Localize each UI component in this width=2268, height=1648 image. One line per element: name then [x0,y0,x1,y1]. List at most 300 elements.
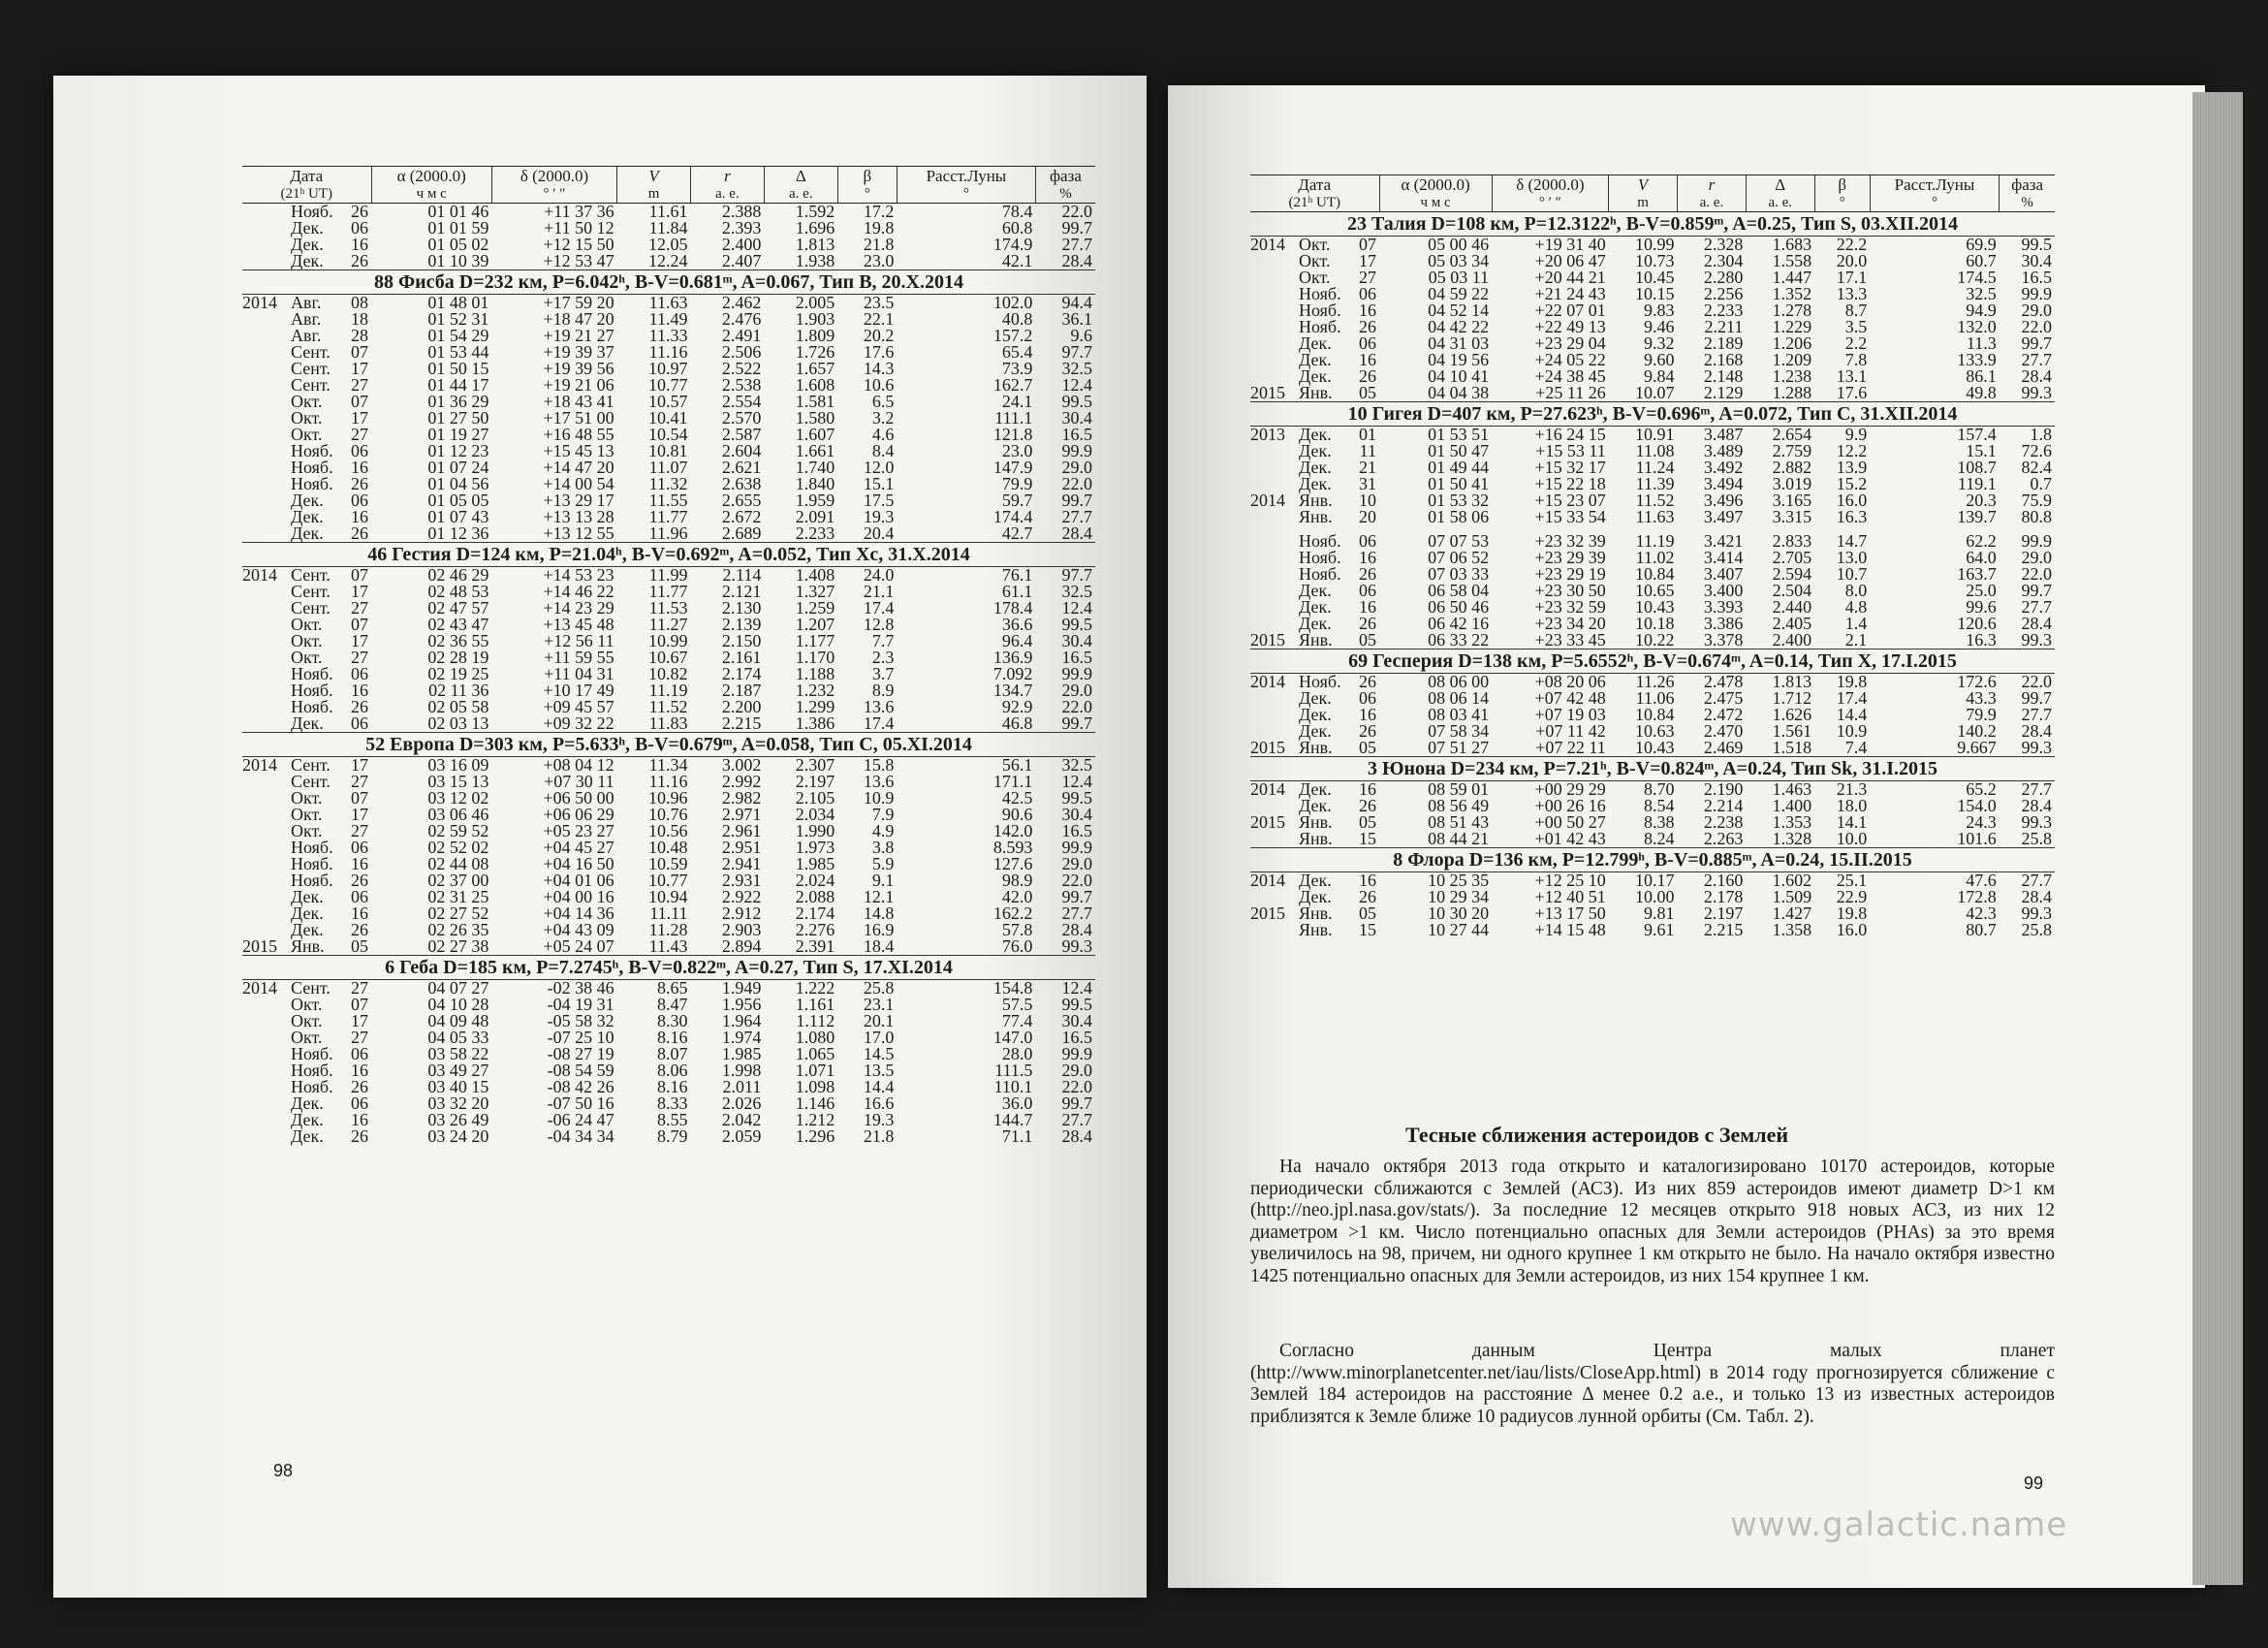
table-cell: 10.0 [1836,829,1868,848]
table-cell: Дек. [1299,366,1332,386]
table-cell: 03 16 09 [427,755,489,775]
table-cell: 10.15 [1635,284,1675,303]
table-cell: 2.654 [1772,425,1812,444]
table-cell: +11 37 36 [544,202,614,221]
table-cell: 3.8 [871,838,895,857]
table-cell: 121.8 [992,425,1033,444]
table-cell: 73.9 [1001,359,1033,378]
table-cell: 99.9 [2021,531,2052,551]
table-cell: 2.476 [721,309,762,329]
table-cell: 12.2 [1836,441,1868,460]
table-cell: 10.84 [1635,705,1675,724]
table-cell: 23.1 [863,995,895,1014]
table-cell: 01 05 02 [427,235,489,254]
table-cell: 04 09 48 [427,1011,489,1030]
table-cell: 20 [1359,507,1376,526]
col-delta-header: Δ [764,167,837,187]
table-cell: 2.462 [721,293,762,312]
table-cell: 04 19 56 [1428,350,1490,369]
table-cell: 119.1 [1957,474,1997,493]
table-cell: +14 47 20 [543,458,614,477]
col-r-units: а. е. [1678,195,1747,212]
table-cell: 17.6 [863,342,895,362]
table-cell: 25.8 [2021,920,2052,939]
table-cell: 2014 [1250,779,1285,799]
table-cell: 16.5 [1061,425,1092,444]
col-date-header: Дата [1250,175,1379,196]
table-cell: 2.475 [1703,688,1744,708]
table-cell: 2.042 [721,1110,762,1129]
table-cell: 22.0 [1061,202,1092,221]
table-cell: +25 11 26 [1535,383,1606,402]
col-v-units: m [617,186,691,204]
table-cell: 21.8 [863,1126,895,1146]
table-cell: 01 [1359,425,1376,444]
table-cell: 8.79 [656,1126,688,1146]
table-cell: Авг. [291,309,322,329]
table-cell: 10.96 [647,788,688,808]
table-cell: +15 22 18 [1534,474,1606,493]
table-cell: 07 03 33 [1428,564,1490,584]
col-delta-units: а. е. [764,186,837,204]
table-cell: 07 [351,615,368,634]
table-cell: 163.7 [1957,564,1997,584]
table-cell: 2.174 [721,664,762,683]
table-cell: 16.0 [1836,920,1868,939]
table-cell [242,905,288,922]
table-cell [1250,443,1296,460]
table-cell: 2.121 [721,582,762,601]
table-cell: 25.8 [863,978,895,998]
table-cell: 0.7 [2030,474,2052,493]
table-cell: 11.83 [648,713,688,733]
col-moon-header: Расст.Луны [1870,175,1999,196]
table-cell: 2.393 [721,218,762,238]
table-cell: 7.4 [1844,738,1868,757]
table-cell: 05 [1359,812,1376,832]
table-cell: 2.440 [1772,597,1812,617]
table-cell: 3.421 [1703,531,1744,551]
table-cell: 11.39 [1635,474,1675,493]
col-moon-units: ° [897,186,1035,204]
table-cell: 10.45 [1635,268,1675,287]
table-cell: 1.712 [1772,688,1812,708]
table-cell: 111.1 [994,408,1033,428]
table-cell: 96.4 [1001,631,1033,650]
table-cell: 28.4 [1061,1126,1092,1146]
table-cell: 1.509 [1772,887,1812,906]
table-cell: 26 [351,523,368,543]
table-cell: 02 03 13 [427,713,489,733]
table-cell: 65.2 [1966,779,1997,799]
table-cell: 1.964 [721,1011,762,1030]
table-cell: 16 [1359,301,1376,320]
table-cell: 2.189 [1703,333,1744,353]
table-cell: 2.011 [722,1077,762,1096]
table-cell: 21.8 [863,235,895,254]
table-cell [242,220,288,237]
table-cell: 2.150 [721,631,762,650]
table-cell: 71.1 [1001,1126,1033,1146]
table-cell: 2014 [242,755,277,775]
table-cell: 1.938 [795,251,835,270]
table-cell: 1.740 [795,458,835,477]
table-cell: 77.4 [1001,1011,1033,1030]
table-cell [1250,509,1296,525]
table-cell: 1.212 [795,1110,835,1129]
table-cell: 10.91 [1635,425,1675,444]
table-cell: 3.165 [1772,491,1812,510]
table-cell: 11.43 [648,936,688,956]
right-ephemeris-table [1250,174,2055,938]
table-cell: 1.188 [795,664,835,683]
table-cell: -08 27 19 [547,1044,614,1063]
table-cell: 16 [351,1061,368,1080]
table-cell: 12.4 [1061,375,1092,395]
table-cell: 11.32 [648,474,688,493]
table-cell: 2.197 [1703,903,1744,923]
table-cell: Дек. [291,920,324,939]
table-cell: 08 51 43 [1428,812,1490,832]
table-cell: 2.689 [721,523,762,543]
table-cell: 3.497 [1703,507,1744,526]
table-cell: Сент. [291,582,331,601]
table-cell: -07 50 16 [547,1093,614,1113]
table-cell: Дек. [1299,333,1332,353]
table-cell: 8.4 [871,441,895,460]
col-date-units: (21ʰ UT) [1250,195,1379,212]
table-cell: 2.470 [1703,721,1744,741]
table-cell: 3.492 [1703,458,1744,477]
table-cell: 26 [1359,366,1376,386]
table-cell: 13.9 [1836,458,1868,477]
table-cell: 2.594 [1772,564,1812,584]
table-cell: 1.463 [1772,779,1812,799]
table-cell: 133.9 [1957,350,1997,369]
table-cell: +15 23 07 [1534,491,1606,510]
table-cell: 05 00 46 [1428,235,1490,254]
table-cell: 16 [351,903,368,923]
table-cell: 2.992 [721,772,762,791]
table-cell: 1.177 [795,631,835,650]
table-cell: 04 42 22 [1428,317,1490,336]
table-cell: 40.8 [1001,309,1033,329]
table-cell: 2.187 [721,681,762,700]
table-cell: 99.7 [1061,491,1092,510]
table-cell [1250,533,1296,550]
table-cell: 2.961 [721,821,762,840]
table-cell: Дек. [1299,705,1332,724]
table-cell: Нояб. [1299,672,1341,691]
table-cell: +18 43 41 [543,392,614,411]
table-cell: 3.5 [1844,317,1868,336]
table-cell: 1.903 [795,309,835,329]
table-cell: 99.3 [2021,738,2052,757]
table-cell: 144.7 [992,1110,1033,1129]
table-cell: +06 50 00 [543,788,614,808]
table-cell: 06 [351,713,368,733]
table-cell: 2.638 [721,474,762,493]
table-cell: Дек. [1299,721,1332,741]
table-cell: 110.1 [993,1077,1033,1096]
table-cell: 8.16 [656,1077,688,1096]
table-cell: Янв. [1299,630,1333,650]
col-phase-units: % [1035,186,1095,204]
table-cell: 08 59 01 [1428,779,1490,799]
table-cell: 9.6 [1070,326,1092,345]
table-cell: 157.2 [992,326,1033,345]
table-row [1250,632,2055,650]
table-cell [242,344,288,361]
table-cell [242,790,288,807]
table-cell: 12.8 [863,615,895,634]
table-cell: 36.6 [1001,615,1033,634]
table-cell: 136.9 [992,648,1033,667]
table-cell: 172.8 [1957,887,1997,906]
table-cell: 11.26 [1635,672,1675,691]
table-cell: Янв. [1299,903,1333,923]
table-row [1250,831,2055,848]
table-cell: 07 06 52 [1428,548,1490,567]
table-cell: 90.6 [1001,805,1033,824]
table-cell: 11.84 [648,218,688,238]
table-cell: 97.7 [1061,342,1092,362]
table-cell: Нояб. [291,441,333,460]
table-cell: 2.941 [721,854,762,873]
table-cell: 04 31 03 [1428,333,1490,353]
asteroid-title: 6 Геба D=185 км, P=7.2745ʰ, B-V=0.822ᵐ, A=0.27, Тип S, 17.XI.2014 [242,956,1095,980]
table-cell: 01 07 43 [427,507,489,526]
table-cell: 25.1 [1836,871,1868,890]
table-cell: 02 28 19 [427,648,489,667]
table-cell: Нояб. [291,854,333,873]
table-cell: 42.3 [1966,903,1997,923]
table-cell: 24.0 [863,565,895,585]
table-cell [1250,922,1296,938]
table-cell: 11.19 [648,681,688,700]
table-cell: +19 21 06 [543,375,614,395]
table-cell: 28.4 [2021,887,2052,906]
table-cell: 27.7 [1061,1110,1092,1129]
table-cell: 10 29 34 [1428,887,1490,906]
table-cell: 108.7 [1957,458,1997,477]
table-cell: 1.683 [1772,235,1812,254]
table-cell: +00 29 29 [1534,779,1606,799]
table-cell: 16.3 [1836,507,1868,526]
table-cell: 06 [351,1093,368,1113]
table-cell: 8.38 [1644,812,1675,832]
table-cell: 1.408 [795,565,835,585]
table-cell: 2.504 [1772,581,1812,600]
table-cell: 17 [351,1011,368,1030]
table-cell: 11.52 [648,697,688,716]
col-date-units: (21ʰ UT) [242,186,371,204]
table-cell: 1.813 [1772,672,1812,691]
table-cell: 10.67 [647,648,688,667]
table-cell: 06 33 22 [1428,630,1490,650]
table-cell: 10.84 [1635,564,1675,584]
table-cell: 25.8 [2021,829,2052,848]
table-cell [242,394,288,410]
table-cell: 8.55 [656,1110,688,1129]
table-cell: 1.974 [721,1028,762,1047]
table-cell: 03 06 46 [427,805,489,824]
table-cell: Дек. [291,713,324,733]
table-cell: 10.77 [647,871,688,890]
table-cell [1250,707,1296,723]
table-cell: +23 34 20 [1534,614,1606,633]
table-cell: Дек. [1299,887,1332,906]
table-cell: 1.956 [721,995,762,1014]
table-cell: 3.378 [1703,630,1744,650]
table-cell: +11 59 55 [544,648,614,667]
left-ephemeris-table [242,166,1095,1145]
table-cell [242,443,288,460]
col-r-header: r [690,167,764,187]
table-cell: 79.9 [1966,705,1997,724]
table-cell [1250,550,1296,566]
table-cell: Нояб. [291,871,333,890]
table-cell: +11 04 31 [544,664,614,683]
table-cell: 9.83 [1644,301,1675,320]
table-cell: 02 37 00 [427,871,489,890]
table-cell: Окт. [291,392,323,411]
table-cell: 2.263 [1703,829,1744,848]
table-cell: 1.4 [1844,614,1868,633]
table-cell: +08 20 06 [1534,672,1606,691]
table-cell: 2.105 [795,788,835,808]
table-cell: 97.7 [1061,565,1092,585]
table-cell: Янв. [1299,491,1333,510]
table-cell: +08 04 12 [543,755,614,775]
table-cell: 3.414 [1703,548,1744,567]
table-cell: 2014 [1250,491,1285,510]
table-cell: 10.73 [1635,251,1675,270]
table-cell: 11.28 [648,920,688,939]
table-cell [1250,269,1296,286]
table-cell: 05 03 11 [1428,268,1490,287]
table-cell [242,617,288,633]
table-cell: 12.4 [1061,978,1092,998]
table-cell: 03 40 15 [427,1077,489,1096]
table-row [1250,740,2055,757]
table-cell: 9.60 [1644,350,1675,369]
table-cell: 1.949 [721,978,762,998]
table-cell: 1.209 [1772,350,1812,369]
table-cell: 80.8 [2021,507,2052,526]
table-cell: +23 30 50 [1534,581,1606,600]
table-cell: 2014 [1250,235,1285,254]
table-cell: 78.4 [1001,202,1033,221]
table-cell: 18.4 [863,936,895,956]
table-cell: 19.3 [863,1110,895,1129]
table-cell: Дек. [1299,474,1332,493]
table-cell: 8.54 [1644,796,1675,815]
table-cell: 4.9 [871,821,895,840]
section-heading: Тесные сближения астероидов с Землей [1405,1123,1789,1147]
table-cell: 1.973 [795,838,835,857]
table-cell: +15 32 17 [1534,458,1606,477]
table-cell: +23 32 39 [1534,531,1606,551]
table-cell: 20.3 [1966,491,1997,510]
table-cell: Дек. [291,491,324,510]
table-cell: +23 29 04 [1534,333,1606,353]
table-cell: 01 52 31 [427,309,489,329]
table-cell: 42.7 [1001,523,1033,543]
table-cell: 10 30 20 [1428,903,1490,923]
table-cell: 26 [351,251,368,270]
table-cell: 21.1 [863,582,895,601]
table-cell: 02 27 38 [427,936,489,956]
table-cell: 36.0 [1001,1093,1033,1113]
table-cell: 26 [1359,317,1376,336]
table-cell: 1.592 [795,202,835,221]
table-cell: +12 40 51 [1534,887,1606,906]
table-cell: 2.197 [795,772,835,791]
table-cell: Дек. [1299,614,1332,633]
table-cell: 10.41 [647,408,688,428]
table-cell: 01 04 56 [427,474,489,493]
table-cell: 27.7 [1061,235,1092,254]
col-beta-units: ° [837,186,897,204]
table-cell: 06 [351,664,368,683]
table-cell: 01 53 51 [1428,425,1490,444]
table-cell [242,492,288,509]
table-cell: 9.61 [1644,920,1675,939]
asteroid-title-row [1250,650,2055,674]
table-cell: 22.0 [1061,1077,1092,1096]
table-cell: 10 25 35 [1428,871,1490,890]
table-cell: 8.33 [656,1093,688,1113]
table-cell: 12.0 [863,458,895,477]
table-cell: +07 22 11 [1535,738,1606,757]
table-cell: Сент. [291,375,331,395]
table-cell: Нояб. [291,1077,333,1096]
table-cell: 03 24 20 [427,1126,489,1146]
table-cell: 16 [351,1110,368,1129]
table-cell: 1.080 [795,1028,835,1047]
watermark: www.galactic.name [1730,1505,2068,1544]
table-cell: 02 46 29 [427,565,489,585]
table-cell: 2.405 [1772,614,1812,633]
table-cell: 17 [351,631,368,650]
table-cell: 03 58 22 [427,1044,489,1063]
table-cell: 08 [351,293,368,312]
table-cell: 1.400 [1772,796,1812,815]
table-cell: 99.7 [1061,1093,1092,1113]
table-cell: 10.6 [863,375,895,395]
table-cell: 01 53 44 [427,342,489,362]
table-cell: 05 [1359,738,1376,757]
asteroid-title: 23 Талия D=108 км, P=12.3122ʰ, B-V=0.859ᵐ, A=0.25, Тип S, 03.XII.2014 [1250,212,2055,237]
table-cell: 26 [351,474,368,493]
table-cell: 3.393 [1703,597,1744,617]
table-cell: 1.232 [795,681,835,700]
table-cell: 99.3 [2021,383,2052,402]
table-cell: 2.2 [1844,333,1868,353]
table-cell: 4.8 [1844,597,1868,617]
table-cell: 01 01 46 [427,202,489,221]
table-cell: 134.7 [992,681,1033,700]
table-cell: 99.3 [2021,812,2052,832]
table-cell: 17 [351,359,368,378]
table-cell: Окт. [291,1011,323,1030]
table-cell: 2.951 [721,838,762,857]
table-cell: 72.6 [2021,441,2052,460]
table-cell: 1.327 [795,582,835,601]
table-cell: Сент. [291,978,331,998]
table-cell: 28.4 [2021,366,2052,386]
